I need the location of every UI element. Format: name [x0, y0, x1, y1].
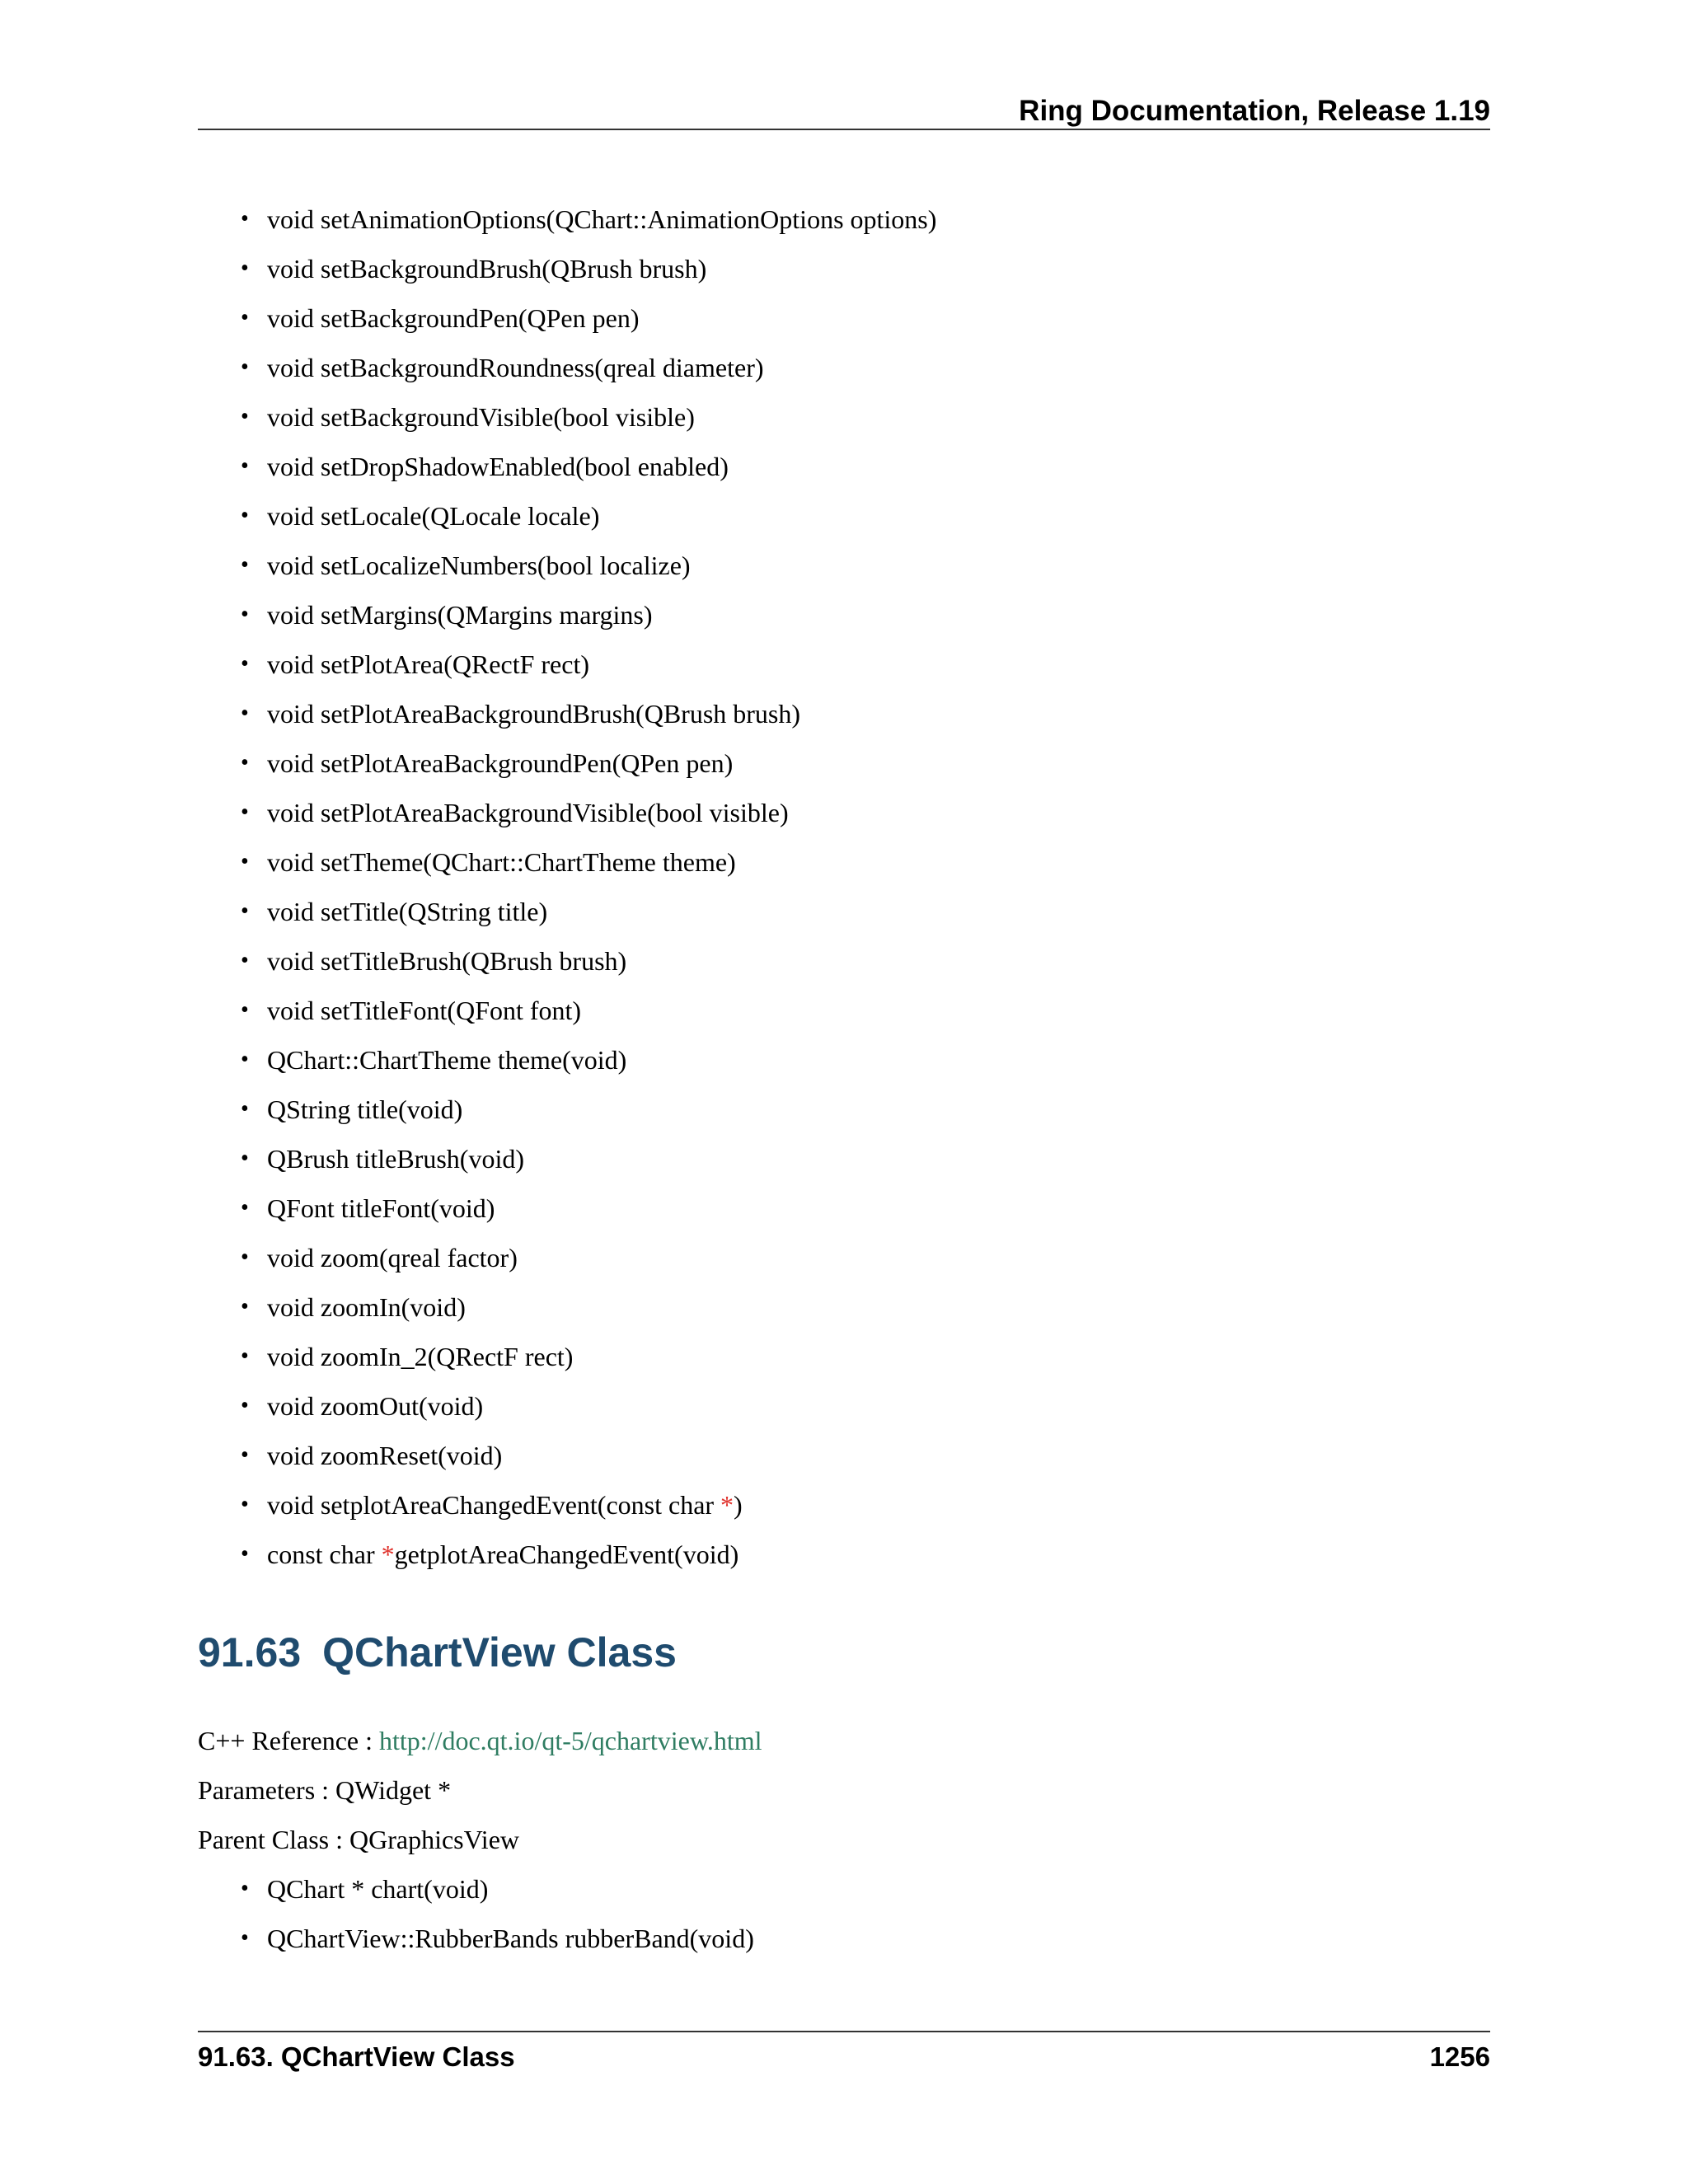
- method-list-qchartview: [198, 1864, 754, 1963]
- bullet-icon: •: [241, 503, 249, 528]
- method-signature: void setTitleFont(QFont font): [267, 996, 582, 1025]
- bullet-icon: •: [241, 1096, 249, 1122]
- list-item: [198, 194, 936, 244]
- cpp-reference: [198, 1720, 762, 1761]
- method-signature: QChart::ChartTheme theme(void): [267, 1045, 627, 1075]
- list-item: [198, 1864, 754, 1914]
- list-item: [198, 1530, 936, 1579]
- method-signature: void setBackgroundRoundness(qreal diameter): [267, 353, 764, 382]
- list-item: [198, 590, 936, 640]
- method-signature: void zoomIn(void): [267, 1292, 466, 1322]
- bullet-icon: •: [241, 651, 249, 677]
- signature-text: const char: [267, 1540, 382, 1569]
- signature-text: getplotAreaChangedEvent(void): [394, 1540, 739, 1569]
- method-signature: void setBackgroundPen(QPen pen): [267, 303, 640, 333]
- method-signature: void setPlotAreaBackgroundVisible(bool visible): [267, 798, 789, 827]
- method-signature: void setBackgroundBrush(QBrush brush): [267, 254, 707, 284]
- cpp-reference-label: C++ Reference :: [198, 1726, 379, 1755]
- bullet-icon: •: [241, 1343, 249, 1369]
- method-list-qchart: [198, 194, 936, 1579]
- signature-text: ): [734, 1490, 743, 1520]
- method-signature: QBrush titleBrush(void): [267, 1144, 524, 1174]
- bullet-icon: •: [241, 1047, 249, 1072]
- list-item: [198, 442, 936, 491]
- method-signature: QChartView::RubberBands rubberBand(void): [267, 1924, 754, 1953]
- bullet-icon: •: [241, 1442, 249, 1468]
- list-item: [198, 936, 936, 986]
- bullet-icon: •: [241, 701, 249, 726]
- bullet-icon: •: [241, 453, 249, 479]
- list-item: [198, 1183, 936, 1233]
- method-signature: void setTitleBrush(QBrush brush): [267, 946, 627, 976]
- parent-class-value: QGraphicsView: [349, 1825, 519, 1854]
- footer-section-ref: 91.63. QChartView Class: [198, 2041, 515, 2072]
- list-item: [198, 392, 936, 442]
- method-signature: QString title(void): [267, 1094, 463, 1124]
- list-item: [198, 541, 936, 590]
- list-item: [198, 1381, 936, 1431]
- method-signature: void zoomIn_2(QRectF rect): [267, 1342, 574, 1371]
- list-item: [198, 837, 936, 887]
- bullet-icon: •: [241, 1876, 249, 1901]
- parameters-value: QWidget *: [335, 1775, 452, 1805]
- method-signature: [267, 1540, 738, 1569]
- signature-text: void setplotAreaChangedEvent(const char: [267, 1490, 721, 1520]
- method-signature: void setLocalizeNumbers(bool localize): [267, 551, 691, 580]
- bullet-icon: •: [241, 1492, 249, 1517]
- list-item: [198, 244, 936, 293]
- parameters: [198, 1769, 451, 1811]
- bullet-icon: •: [241, 997, 249, 1023]
- list-item: [198, 1480, 936, 1530]
- list-item: [198, 1332, 936, 1381]
- pointer-star: *: [720, 1490, 734, 1520]
- method-signature: void setTitle(QString title): [267, 897, 548, 926]
- bullet-icon: •: [241, 602, 249, 627]
- bullet-icon: •: [241, 948, 249, 973]
- cpp-reference-link[interactable]: http://doc.qt.io/qt-5/qchartview.html: [379, 1726, 762, 1755]
- bullet-icon: •: [241, 354, 249, 380]
- bullet-icon: •: [241, 1146, 249, 1171]
- list-item: [198, 986, 936, 1035]
- list-item: [198, 491, 936, 541]
- pointer-star: *: [381, 1540, 395, 1569]
- bullet-icon: •: [241, 1195, 249, 1221]
- bullet-icon: •: [241, 305, 249, 330]
- bullet-icon: •: [241, 1925, 249, 1951]
- method-signature: void setLocale(QLocale locale): [267, 501, 600, 531]
- page-number: 1256: [1429, 2041, 1490, 2072]
- list-item: [198, 1914, 754, 1963]
- bullet-icon: •: [241, 206, 249, 232]
- list-item: [198, 1431, 936, 1480]
- bullet-icon: •: [241, 255, 249, 281]
- method-signature: QFont titleFont(void): [267, 1193, 495, 1223]
- bullet-icon: •: [241, 552, 249, 578]
- method-signature: void setBackgroundVisible(bool visible): [267, 402, 695, 432]
- page-footer: [198, 2031, 1490, 2074]
- method-signature: void zoomReset(void): [267, 1441, 503, 1470]
- method-signature: void setTheme(QChart::ChartTheme theme): [267, 847, 736, 877]
- bullet-icon: •: [241, 898, 249, 924]
- method-signature: void setPlotAreaBackgroundBrush(QBrush brush): [267, 699, 801, 729]
- list-item: [198, 293, 936, 343]
- list-item: [198, 1085, 936, 1134]
- section-title: QChartView Class: [322, 1629, 677, 1675]
- bullet-icon: •: [241, 849, 249, 874]
- section-number: 91.63: [198, 1629, 302, 1675]
- list-item: [198, 1282, 936, 1332]
- section-heading: [198, 1624, 677, 1681]
- list-item: [198, 343, 936, 392]
- document-title: Ring Documentation, Release 1.19: [1019, 95, 1490, 127]
- list-item: [198, 1233, 936, 1282]
- bullet-icon: •: [241, 404, 249, 429]
- parent-class: [198, 1819, 519, 1860]
- list-item: [198, 640, 936, 689]
- list-item: [198, 1134, 936, 1183]
- method-signature: [267, 1490, 743, 1520]
- method-signature: void zoomOut(void): [267, 1391, 484, 1421]
- bullet-icon: •: [241, 1244, 249, 1270]
- parent-class-label: Parent Class :: [198, 1825, 349, 1854]
- bullet-icon: •: [241, 1541, 249, 1567]
- bullet-icon: •: [241, 799, 249, 825]
- method-signature: QChart * chart(void): [267, 1874, 489, 1904]
- method-signature: void setPlotAreaBackgroundPen(QPen pen): [267, 748, 734, 778]
- page-header: [198, 92, 1490, 130]
- list-item: [198, 887, 936, 936]
- bullet-icon: •: [241, 1393, 249, 1418]
- method-signature: void setMargins(QMargins margins): [267, 600, 653, 630]
- method-signature: void setPlotArea(QRectF rect): [267, 649, 589, 679]
- list-item: [198, 689, 936, 738]
- method-signature: void setDropShadowEnabled(bool enabled): [267, 452, 729, 481]
- parameters-label: Parameters :: [198, 1775, 336, 1805]
- list-item: [198, 738, 936, 788]
- list-item: [198, 788, 936, 837]
- list-item: [198, 1035, 936, 1085]
- bullet-icon: •: [241, 750, 249, 776]
- bullet-icon: •: [241, 1294, 249, 1319]
- method-signature: void setAnimationOptions(QChart::AnimationOptions options): [267, 204, 937, 234]
- method-signature: void zoom(qreal factor): [267, 1243, 518, 1272]
